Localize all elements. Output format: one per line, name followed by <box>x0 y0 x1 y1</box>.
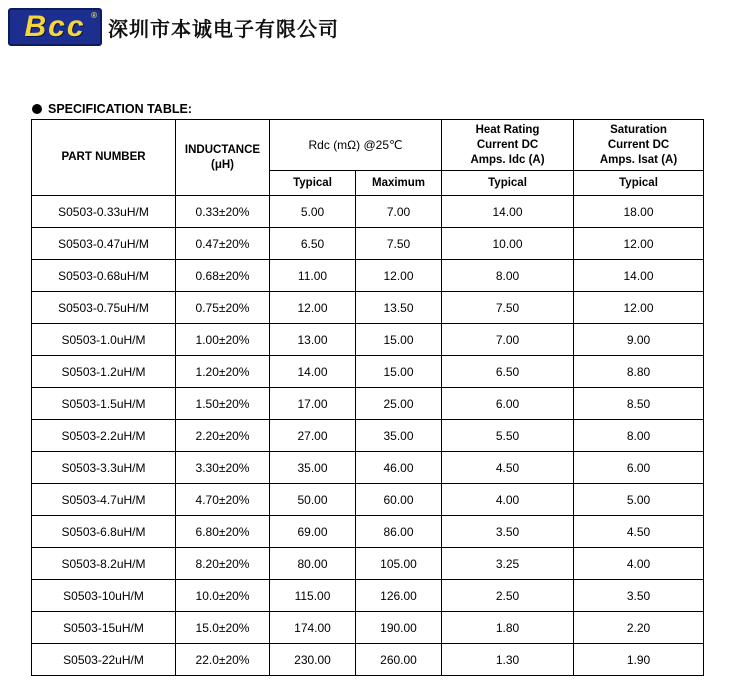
rdc-maximum-cell: 190.00 <box>356 612 442 644</box>
logo-text: Bcc <box>24 10 86 43</box>
header-heat-rating <box>442 120 574 171</box>
table-row <box>32 612 704 644</box>
part-number-cell: S0503-8.2uH/M <box>32 548 176 580</box>
part-number-cell: S0503-15uH/M <box>32 612 176 644</box>
rdc-typical-cell: 50.00 <box>270 484 356 516</box>
saturation-cell: 4.00 <box>574 548 704 580</box>
inductance-cell: 4.70±20% <box>176 484 270 516</box>
inductance-cell: 0.47±20% <box>176 228 270 260</box>
heat-rating-cell: 1.30 <box>442 644 574 676</box>
part-number-cell: S0503-2.2uH/M <box>32 420 176 452</box>
company-name: 深圳市本诚电子有限公司 <box>108 16 339 41</box>
inductance-cell: 0.68±20% <box>176 260 270 292</box>
table-header-row <box>32 120 704 171</box>
part-number-cell: S0503-1.5uH/M <box>32 388 176 420</box>
rdc-typical-cell: 5.00 <box>270 196 356 228</box>
header-heat-line1: Heat Rating <box>475 123 540 136</box>
header-rdc: Rdc (mΩ) @25℃ <box>270 120 442 171</box>
heat-rating-cell: 3.50 <box>442 516 574 548</box>
rdc-typical-cell: 17.00 <box>270 388 356 420</box>
inductance-cell: 6.80±20% <box>176 516 270 548</box>
specification-table <box>31 119 704 676</box>
header-sat-line1: Saturation <box>610 123 667 136</box>
heat-rating-cell: 8.00 <box>442 260 574 292</box>
table-row <box>32 484 704 516</box>
saturation-cell: 14.00 <box>574 260 704 292</box>
table-row <box>32 548 704 580</box>
rdc-typical-cell: 35.00 <box>270 452 356 484</box>
rdc-maximum-cell: 7.50 <box>356 228 442 260</box>
inductance-cell: 22.0±20% <box>176 644 270 676</box>
heat-rating-cell: 1.80 <box>442 612 574 644</box>
bullet-icon <box>32 104 42 114</box>
table-row <box>32 196 704 228</box>
saturation-cell: 12.00 <box>574 292 704 324</box>
part-number-cell: S0503-4.7uH/M <box>32 484 176 516</box>
rdc-maximum-cell: 126.00 <box>356 580 442 612</box>
rdc-maximum-cell: 15.00 <box>356 324 442 356</box>
rdc-maximum-cell: 60.00 <box>356 484 442 516</box>
rdc-typical-cell: 115.00 <box>270 580 356 612</box>
heat-rating-cell: 6.00 <box>442 388 574 420</box>
saturation-cell: 8.00 <box>574 420 704 452</box>
table-row <box>32 420 704 452</box>
inductance-cell: 0.75±20% <box>176 292 270 324</box>
table-row <box>32 324 704 356</box>
table-row <box>32 228 704 260</box>
saturation-cell: 3.50 <box>574 580 704 612</box>
heat-rating-cell: 5.50 <box>442 420 574 452</box>
part-number-cell: S0503-22uH/M <box>32 644 176 676</box>
header-part-number: PART NUMBER <box>32 120 176 196</box>
header-saturation <box>574 120 704 171</box>
inductance-cell: 8.20±20% <box>176 548 270 580</box>
rdc-maximum-cell: 7.00 <box>356 196 442 228</box>
section-title <box>32 102 192 116</box>
rdc-maximum-cell: 260.00 <box>356 644 442 676</box>
page-header <box>8 7 339 47</box>
inductance-cell: 10.0±20% <box>176 580 270 612</box>
saturation-cell: 2.20 <box>574 612 704 644</box>
rdc-maximum-cell: 25.00 <box>356 388 442 420</box>
heat-rating-cell: 3.25 <box>442 548 574 580</box>
rdc-typical-cell: 174.00 <box>270 612 356 644</box>
rdc-maximum-cell: 15.00 <box>356 356 442 388</box>
table-row <box>32 356 704 388</box>
saturation-cell: 4.50 <box>574 516 704 548</box>
saturation-cell: 8.50 <box>574 388 704 420</box>
part-number-cell: S0503-0.33uH/M <box>32 196 176 228</box>
saturation-cell: 1.90 <box>574 644 704 676</box>
inductance-cell: 1.20±20% <box>176 356 270 388</box>
rdc-typical-cell: 12.00 <box>270 292 356 324</box>
heat-rating-cell: 2.50 <box>442 580 574 612</box>
rdc-typical-cell: 230.00 <box>270 644 356 676</box>
rdc-typical-cell: 14.00 <box>270 356 356 388</box>
header-sat-typical: Typical <box>574 171 704 196</box>
part-number-cell: S0503-3.3uH/M <box>32 452 176 484</box>
rdc-maximum-cell: 46.00 <box>356 452 442 484</box>
heat-rating-cell: 4.00 <box>442 484 574 516</box>
part-number-cell: S0503-6.8uH/M <box>32 516 176 548</box>
saturation-cell: 6.00 <box>574 452 704 484</box>
saturation-cell: 9.00 <box>574 324 704 356</box>
header-sat-line3: Amps. Isat (A) <box>599 153 678 166</box>
part-number-cell: S0503-0.47uH/M <box>32 228 176 260</box>
part-number-cell: S0503-1.2uH/M <box>32 356 176 388</box>
table-row <box>32 452 704 484</box>
header-inductance-line2: (μH) <box>211 158 234 171</box>
header-rdc-typical: Typical <box>270 171 356 196</box>
inductance-cell: 1.50±20% <box>176 388 270 420</box>
table-row <box>32 580 704 612</box>
header-sat-line2: Current DC <box>607 138 670 151</box>
table-row <box>32 516 704 548</box>
rdc-typical-cell: 11.00 <box>270 260 356 292</box>
header-heat-typical: Typical <box>442 171 574 196</box>
company-logo <box>8 8 102 46</box>
table-body <box>32 196 704 676</box>
inductance-cell: 15.0±20% <box>176 612 270 644</box>
table-row <box>32 388 704 420</box>
heat-rating-cell: 4.50 <box>442 452 574 484</box>
table-row <box>32 644 704 676</box>
inductance-cell: 0.33±20% <box>176 196 270 228</box>
rdc-maximum-cell: 13.50 <box>356 292 442 324</box>
rdc-maximum-cell: 86.00 <box>356 516 442 548</box>
rdc-maximum-cell: 35.00 <box>356 420 442 452</box>
part-number-cell: S0503-0.75uH/M <box>32 292 176 324</box>
heat-rating-cell: 7.00 <box>442 324 574 356</box>
inductance-cell: 2.20±20% <box>176 420 270 452</box>
heat-rating-cell: 14.00 <box>442 196 574 228</box>
header-inductance-line1: INDUCTANCE <box>184 143 261 156</box>
saturation-cell: 12.00 <box>574 228 704 260</box>
table-row <box>32 260 704 292</box>
table-row <box>32 292 704 324</box>
header-heat-line2: Current DC <box>476 138 539 151</box>
header-rdc-maximum: Maximum <box>356 171 442 196</box>
part-number-cell: S0503-10uH/M <box>32 580 176 612</box>
heat-rating-cell: 7.50 <box>442 292 574 324</box>
registered-mark: ® <box>91 11 97 20</box>
header-inductance <box>176 120 270 196</box>
rdc-typical-cell: 6.50 <box>270 228 356 260</box>
inductance-cell: 3.30±20% <box>176 452 270 484</box>
part-number-cell: S0503-1.0uH/M <box>32 324 176 356</box>
rdc-typical-cell: 80.00 <box>270 548 356 580</box>
inductance-cell: 1.00±20% <box>176 324 270 356</box>
rdc-maximum-cell: 12.00 <box>356 260 442 292</box>
saturation-cell: 5.00 <box>574 484 704 516</box>
header-heat-line3: Amps. Idc (A) <box>470 153 545 166</box>
rdc-typical-cell: 69.00 <box>270 516 356 548</box>
saturation-cell: 8.80 <box>574 356 704 388</box>
heat-rating-cell: 10.00 <box>442 228 574 260</box>
rdc-maximum-cell: 105.00 <box>356 548 442 580</box>
heat-rating-cell: 6.50 <box>442 356 574 388</box>
saturation-cell: 18.00 <box>574 196 704 228</box>
rdc-typical-cell: 27.00 <box>270 420 356 452</box>
section-title-text: SPECIFICATION TABLE: <box>48 102 192 116</box>
rdc-typical-cell: 13.00 <box>270 324 356 356</box>
part-number-cell: S0503-0.68uH/M <box>32 260 176 292</box>
